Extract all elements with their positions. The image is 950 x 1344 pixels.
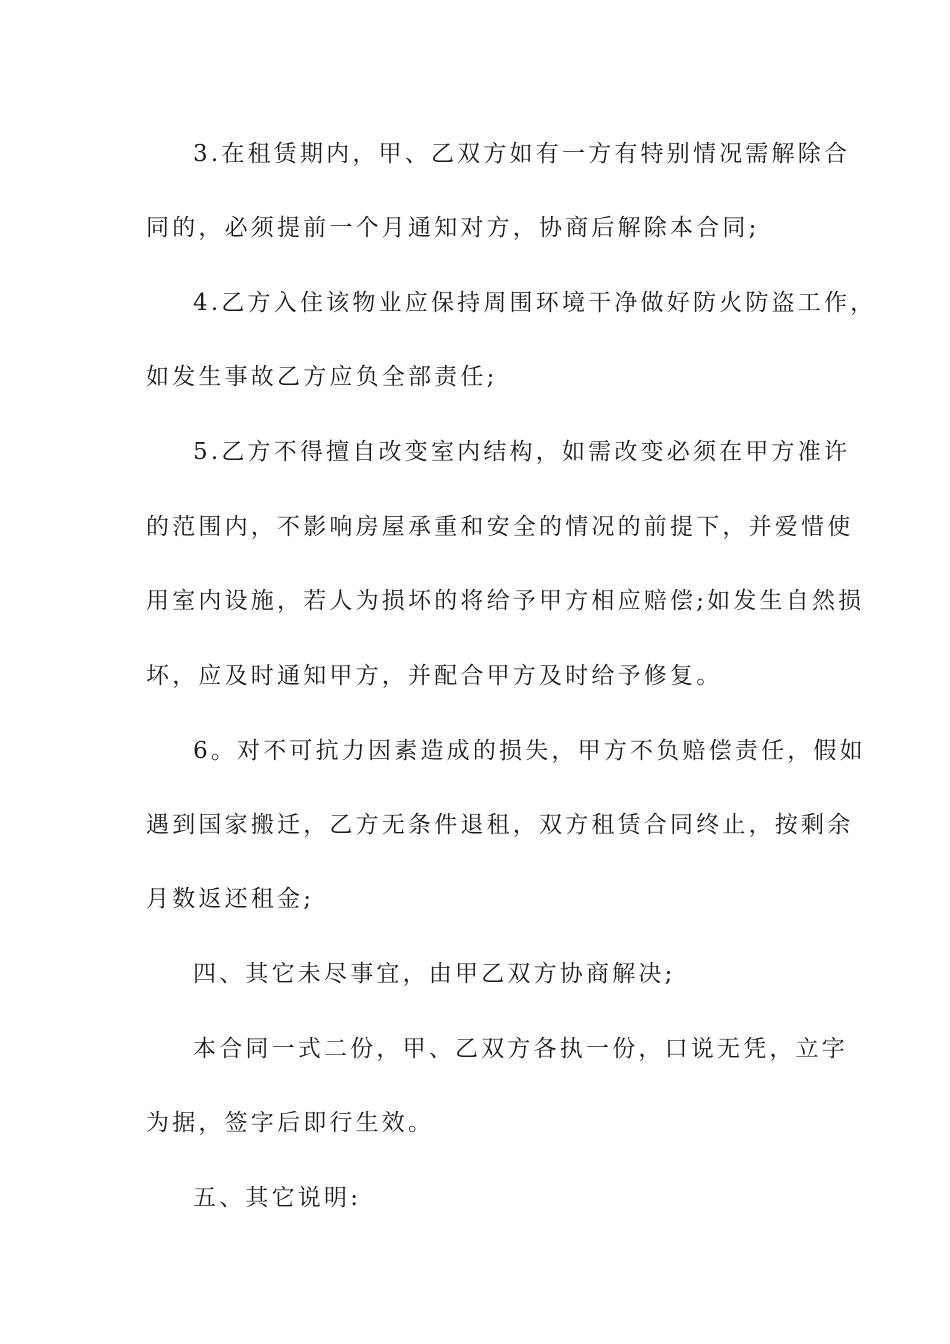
section-four-heading: 四、其它未尽事宜，由甲乙双方协商解决; xyxy=(193,961,676,987)
clause-6-line-3: 月数返还租金; xyxy=(146,886,315,912)
copies-statement-line-2: 为据，签字后即行生效。 xyxy=(146,1110,435,1136)
clause-5-line-2: 的范围内，不影响房屋承重和安全的情况的前提下，并爱惜使 xyxy=(146,514,854,540)
clause-3-line-2: 同的，必须提前一个月通知对方，协商后解除本合同; xyxy=(146,215,760,241)
clause-5-line-4: 坏，应及时通知甲方，并配合甲方及时给予修复。 xyxy=(146,663,723,689)
clause-6-line-2: 遇到国家搬迁，乙方无条件退租，双方租赁合同终止，按剩余 xyxy=(146,812,854,838)
clause-3-line-1: 3.在租赁期内，甲、乙双方如有一方有特别情况需解除合 xyxy=(193,141,851,167)
clause-5-line-3: 用室内设施，若人为损坏的将给予甲方相应赔偿;如发生自然损 xyxy=(146,588,865,614)
clause-5-line-1: 5.乙方不得擅自改变室内结构，如需改变必须在甲方准许 xyxy=(193,439,851,465)
clause-6-line-1: 6。对不可抗力因素造成的损失，甲方不负赔偿责任，假如 xyxy=(193,738,866,764)
clause-4-line-2: 如发生事故乙方应负全部责任; xyxy=(146,364,498,390)
clause-4-line-1: 4.乙方入住该物业应保持周围环境干净做好防火防盗工作， xyxy=(193,290,877,316)
copies-statement-line-1: 本合同一式二份，甲、乙双方各执一份，口说无凭，立字 xyxy=(193,1036,848,1062)
section-five-heading: 五、其它说明: xyxy=(193,1185,362,1211)
